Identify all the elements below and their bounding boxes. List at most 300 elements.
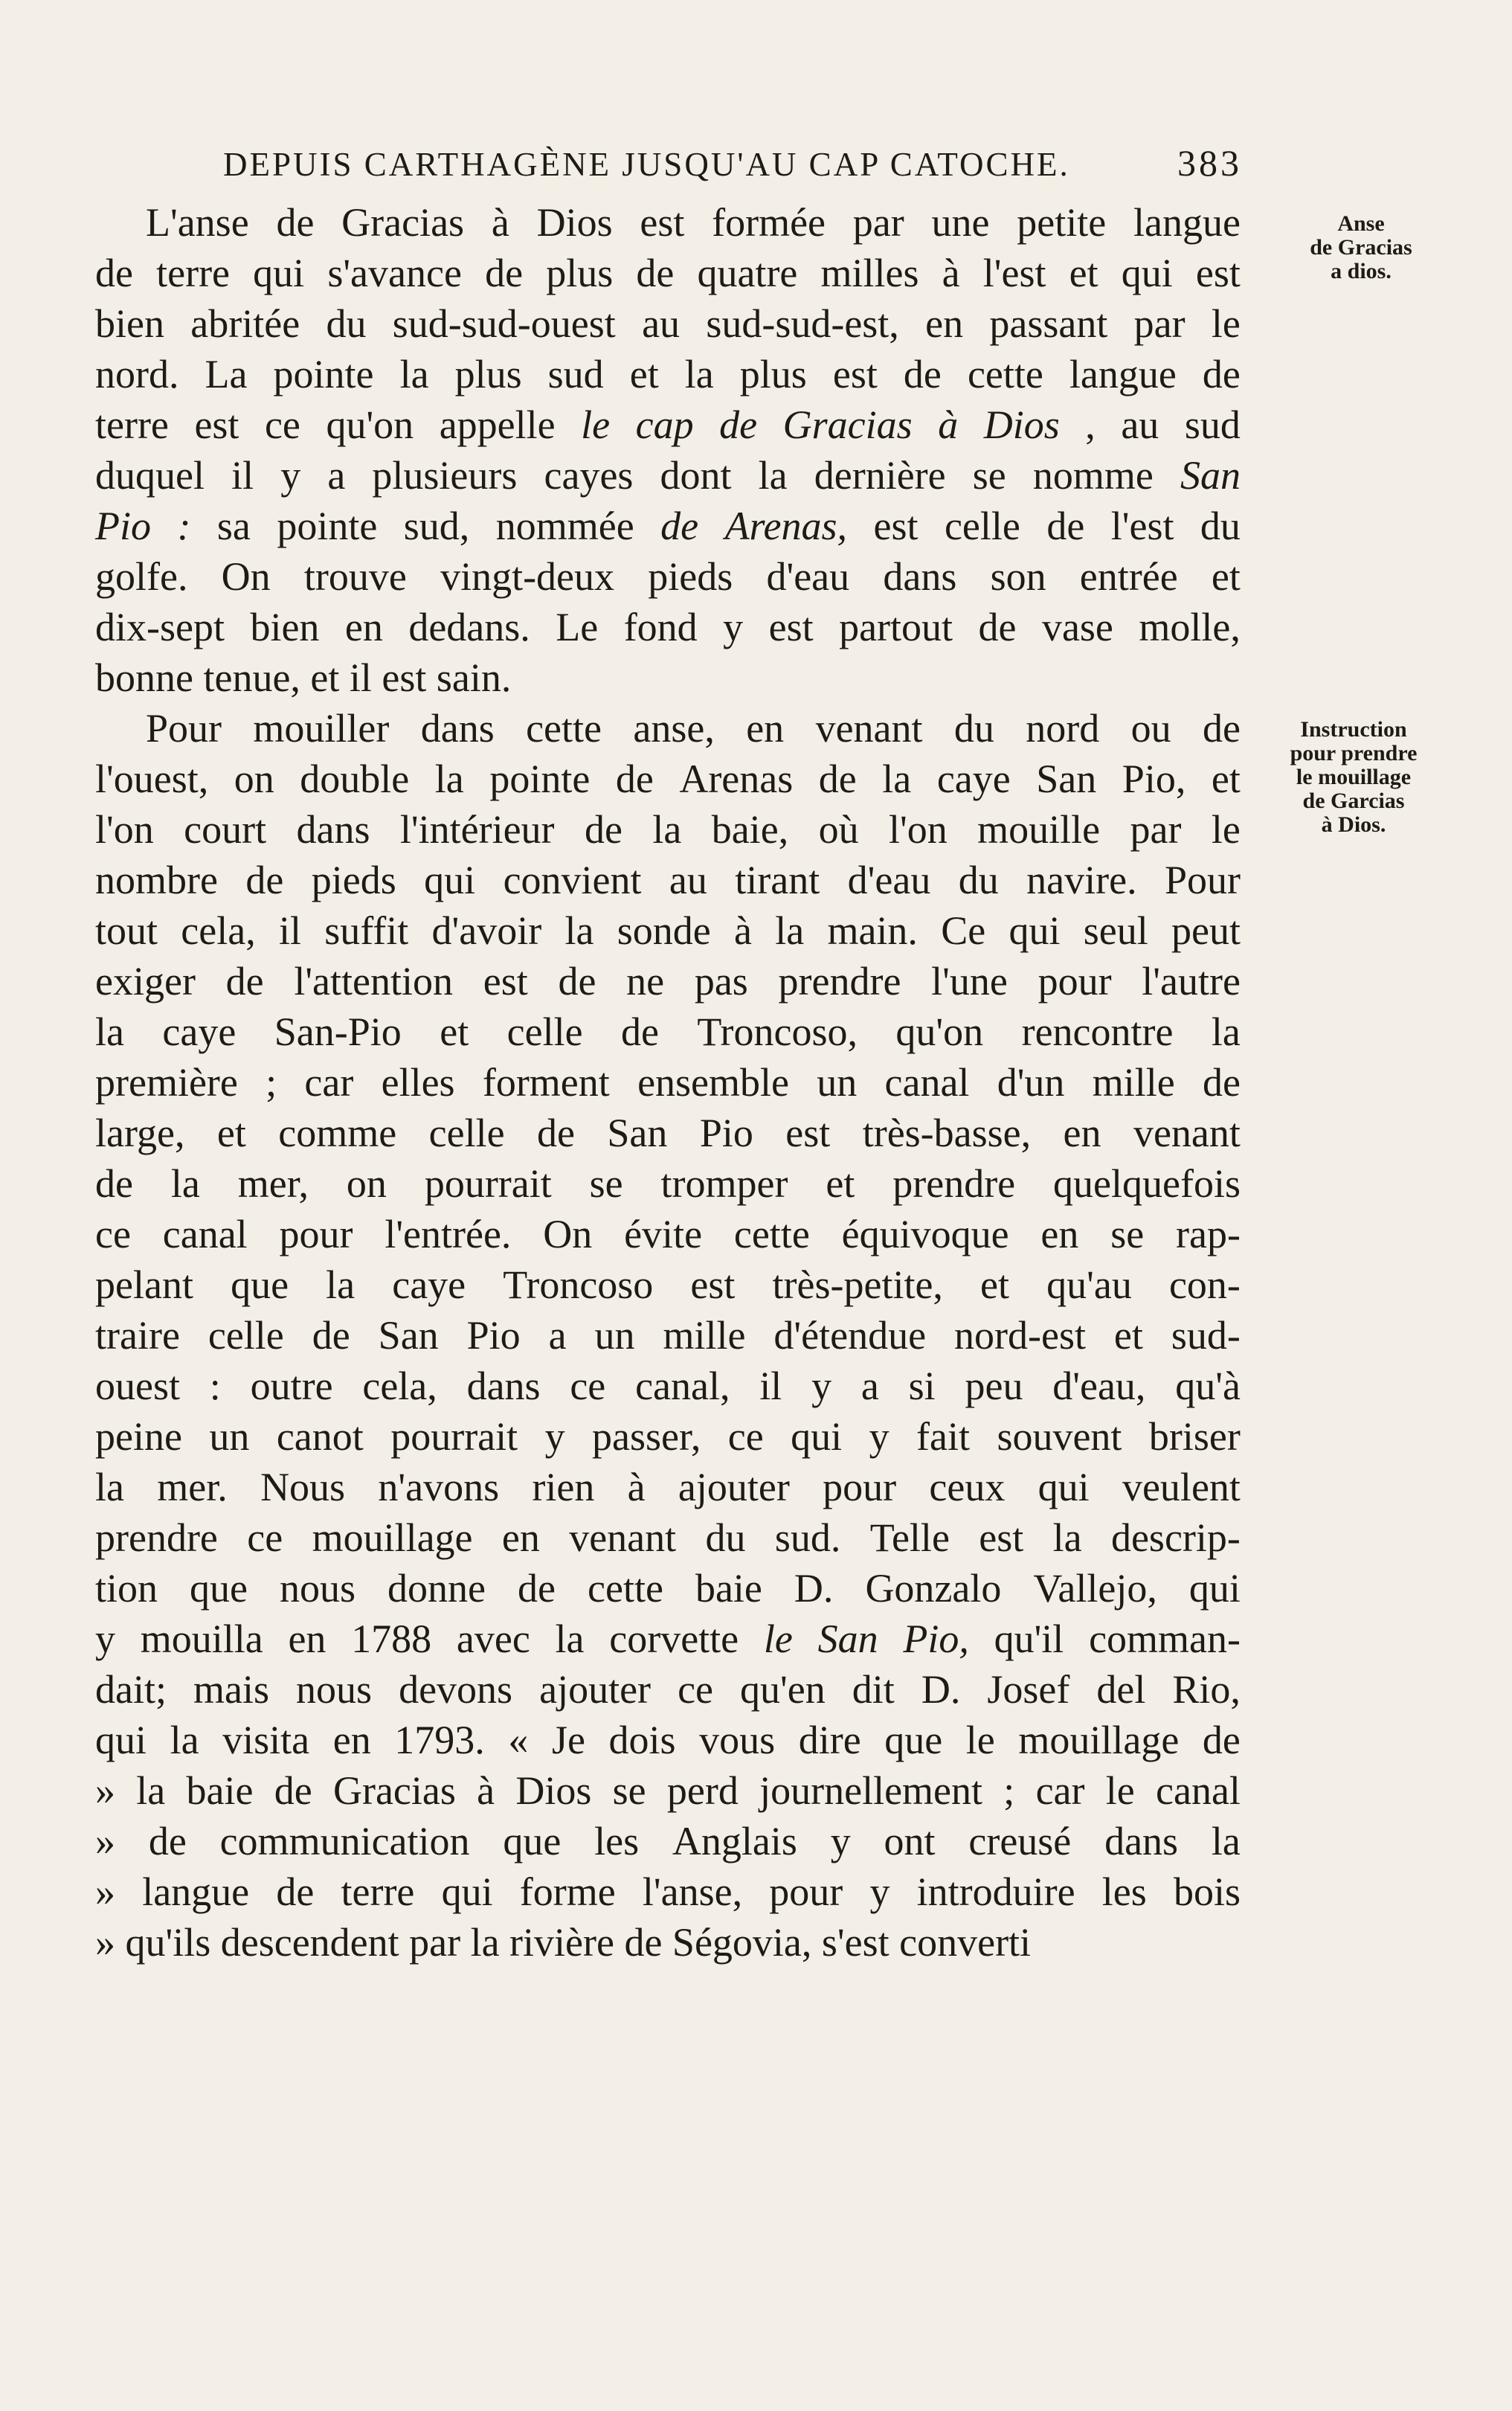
word: un [594,1313,635,1358]
word: La [205,352,248,397]
word: dans [420,706,495,751]
word: Troncoso, [697,1009,858,1054]
word: est [832,352,878,397]
text-line [95,1816,1241,1866]
word: langue [1069,352,1177,397]
word: très-petite, [772,1262,943,1307]
word: sud [1184,402,1241,447]
word: Gonzalo [865,1566,1002,1611]
word: large, [95,1111,185,1155]
word: navire. [1026,858,1137,902]
word: de [485,251,524,295]
word: Nous [260,1465,346,1509]
word: forment [482,1060,610,1105]
word: très-basse, [862,1111,1032,1155]
word: cette [588,1566,663,1611]
word: de [276,1869,315,1914]
word: du [1200,504,1241,548]
word: la [326,1262,356,1307]
text-segment: » qu'ils descendent par la rivière de Ségovia, s'est converti [95,1920,1032,1965]
word: en [344,605,383,649]
word: de [1202,1718,1241,1762]
word: y [544,1414,565,1459]
word: bien [250,605,320,649]
word: ouest [95,1364,180,1408]
text-line [95,1259,1241,1310]
word: fait [916,1414,971,1459]
word: nommée [495,504,634,548]
word: outre [250,1364,333,1408]
word: et [980,1262,1010,1307]
word: Rio, [1172,1667,1241,1712]
word: cette [733,1212,810,1256]
word: Pio [699,1111,753,1155]
word: d'avoir [431,908,542,953]
word: dans [1104,1819,1179,1863]
margin-note-line: Anse [1337,211,1385,236]
word: l'attention [294,959,454,1004]
word: pelant [95,1262,193,1307]
word: abritée [190,301,300,346]
text-segment: bonne tenue, et il est sain. [95,655,512,700]
word: Anglais [672,1819,797,1863]
word: duquel [95,453,205,498]
word: d'un [997,1060,1065,1105]
text-line [95,1310,1241,1361]
text-line [95,1866,1241,1917]
word: la [555,1617,585,1661]
word: la [170,1718,199,1762]
text-line [95,298,1241,349]
word: pourrait [390,1414,518,1459]
word: golfe. [95,554,188,599]
word: ne [626,959,665,1004]
word: anse, [633,706,715,751]
word: pour [769,1869,843,1914]
word: la [1211,1819,1241,1863]
word: » [95,1869,115,1914]
word: on [234,757,274,801]
word: du [705,1515,746,1560]
word: et [826,1161,855,1206]
word: mille [1092,1060,1175,1105]
text-line [95,804,1241,855]
word: baie, [711,807,789,852]
word: à [491,200,509,245]
text-line [95,1007,1241,1057]
word: de [558,959,596,1004]
word: trouve [303,554,407,599]
word: cette [967,352,1043,397]
word: Gracias [332,1768,456,1813]
word: peu [965,1364,1023,1408]
word: est [785,1111,831,1155]
word: ce [95,1212,131,1256]
text-line [95,1361,1241,1411]
word: et [629,352,659,397]
word: appelle [439,402,556,447]
word: que [884,1718,943,1762]
word: la [564,908,594,953]
word: mais [193,1667,270,1712]
word: de [95,1161,133,1206]
word: dans [296,807,370,852]
word: dix-sept [95,605,225,649]
word: ou [1130,706,1171,751]
word: ensemble [637,1060,789,1105]
word: pas [694,959,748,1004]
margin-note-instruction [1257,718,1450,837]
word: canal [1156,1768,1241,1813]
text-line [95,1158,1241,1209]
word: à [627,1465,646,1509]
text-line [95,1057,1241,1108]
word: car [304,1060,354,1105]
text-line [95,905,1241,956]
word: et [216,1111,246,1155]
word: : [209,1364,221,1408]
word: qu'il [994,1617,1064,1661]
word: la [775,908,805,953]
word: et [1211,554,1241,599]
word: nord-est [954,1313,1086,1358]
text-line [95,450,1241,501]
word: quatre [697,251,798,295]
text-line [95,1765,1241,1816]
word: en [746,706,785,751]
text-line [95,956,1241,1007]
word: Je [551,1718,585,1762]
word: l'on [888,807,948,852]
word: est [483,959,528,1004]
word: de [537,1111,575,1155]
word: pour [823,1465,897,1509]
word: partout [839,605,953,649]
word: con- [1168,1262,1241,1307]
word: On [543,1212,593,1256]
word: ajouter [678,1465,790,1509]
word: les [1101,1869,1147,1914]
word: de [274,1768,312,1813]
word: d'eau [766,554,850,599]
word: Pio [95,504,151,548]
word: se [612,1768,646,1813]
word: de [312,1313,350,1358]
word: à [942,251,960,295]
word: » [95,1768,115,1813]
word: l'une [931,959,1008,1004]
word: au [1121,402,1159,447]
word: y [811,1364,832,1408]
word: que [503,1819,562,1863]
word: court [184,807,267,852]
word: del [1096,1667,1146,1712]
word: et [440,1009,469,1054]
page-number: 383 [1177,142,1242,184]
word: Dios [983,402,1060,447]
word: San-Pio [274,1009,402,1054]
word: pointe [489,757,591,801]
word: 1788 [351,1617,432,1661]
word: le [1105,1768,1135,1813]
word: canot [276,1414,364,1459]
word: celle [506,1009,583,1054]
word: de [148,1819,187,1863]
word: nord [1026,706,1100,751]
word: y [869,1869,890,1914]
word: caye [392,1262,466,1307]
word: de [621,1009,659,1054]
text-line [95,754,1241,804]
word: vingt-deux [440,554,615,599]
word: cayes [544,453,634,498]
text-line [95,1563,1241,1614]
word: celle [944,504,1020,548]
word: entrée [1079,554,1178,599]
word: pour [279,1212,353,1256]
word: corvette [609,1617,739,1661]
word: vase [1041,605,1113,649]
word: main. [827,908,918,953]
word: donne [387,1566,486,1611]
word: caye [936,757,1011,801]
word: sud, [403,504,470,548]
word: ce [247,1515,283,1560]
word: de [1202,352,1241,397]
word: où [818,807,859,852]
word: que [190,1566,248,1611]
word: Pio, [1122,757,1186,801]
word: la [434,757,464,801]
word: Dios [515,1768,592,1813]
word: y [280,453,301,498]
word: devons [399,1667,513,1712]
word: l'est [1110,504,1174,548]
word: si [908,1364,936,1408]
word: l'autre [1142,959,1241,1004]
word: de [1202,1060,1241,1105]
word: ce [570,1364,606,1408]
word: est [1195,251,1241,295]
word: l'est [982,251,1046,295]
word: « [508,1718,529,1762]
word: d'étendue [773,1313,927,1358]
word: la [170,1161,200,1206]
word: s'avance [327,251,462,295]
word: fond [623,605,698,649]
word: qu'au [1046,1262,1132,1307]
word: sud- [1171,1313,1241,1358]
word: San [817,1617,878,1661]
word: sud. [774,1515,841,1560]
word: en [332,1718,371,1762]
text-line [95,349,1241,399]
word: Pio [466,1313,521,1358]
word: qui [1008,908,1061,953]
word: ce [727,1414,764,1459]
margin-note-line: le mouillage [1296,765,1412,789]
text-line [95,1917,1241,1968]
margin-note-line: Instruction [1300,717,1407,742]
word: au [669,858,707,902]
word: de [978,605,1017,649]
word: d'eau, [1052,1364,1146,1408]
word: mouille [977,807,1101,852]
word: 1793. [394,1718,485,1762]
word: de [1046,504,1085,548]
margin-note-line: à Dios. [1321,812,1386,837]
word: Pour [146,706,222,751]
word: et [1069,251,1098,295]
word: milles [820,251,919,295]
word: terre [95,402,169,447]
word: le [763,1617,793,1661]
word: Pour [1164,858,1241,902]
word: qui [1188,1566,1241,1611]
word: les [594,1819,640,1863]
word: se [589,1161,623,1206]
word: plus [739,352,807,397]
word: San [1036,757,1097,801]
word: : [177,504,191,548]
word: Dios [536,200,613,245]
text-line [95,1512,1241,1563]
word: Telle [869,1515,950,1560]
word: la [95,1465,124,1509]
word: est [690,1262,736,1307]
word: terre [341,1869,415,1914]
margin-note-line: de Gracias [1310,235,1412,260]
word: formée [712,200,826,245]
word: sud-sud-est, [706,301,899,346]
word: qui [441,1869,493,1914]
word: la [684,352,714,397]
word: prendre [892,1161,1016,1206]
word: canal, [635,1364,730,1408]
word: rencontre [1021,1009,1174,1054]
word: une [931,200,990,245]
word: de [225,959,264,1004]
word: Arenas [679,757,794,801]
word: bois [1173,1869,1241,1914]
word: de [636,251,675,295]
word: dait; [95,1667,167,1712]
word: ont [884,1819,936,1863]
word: avec [456,1617,530,1661]
word: mer. [157,1465,228,1509]
word: seul [1083,908,1148,953]
word: venant [1133,1111,1241,1155]
word: qu'à [1175,1364,1241,1408]
word: L'anse [146,200,249,245]
word: car [1035,1768,1085,1813]
word: à [938,402,959,447]
word: Arenas, [724,504,848,548]
word: dans [466,1364,541,1408]
word: cela, [362,1364,437,1408]
word: sud-sud-ouest [392,301,616,346]
word: venant [569,1515,677,1560]
word: le [1211,807,1241,852]
word: la [1211,1009,1241,1054]
word: qui [424,858,476,902]
word: Gracias [341,200,465,245]
word: le [1211,301,1241,346]
word: d'eau [847,858,931,902]
word: Josef [987,1667,1070,1712]
word: y [723,605,744,649]
word: tirant [735,858,820,902]
word: en [1063,1111,1101,1155]
word: un [817,1060,858,1105]
word: visita [222,1718,310,1762]
word: l'entrée. [385,1212,512,1256]
word: On [221,554,271,599]
text-line [95,1209,1241,1259]
word: convient [503,858,642,902]
word: en [501,1515,540,1560]
word: par [1133,301,1186,346]
running-title: DEPUIS CARTHAGÈNE JUSQU'AU CAP CATOCHE. [223,146,1070,183]
word: de [615,757,654,801]
word: ce [678,1667,714,1712]
word: en [288,1617,326,1661]
margin-note-line: pour prendre [1290,741,1418,765]
word: San [607,1111,668,1155]
text-line [95,501,1241,551]
word: qu'en [740,1667,826,1712]
word: il [231,453,254,498]
word: tout [95,908,158,953]
text-line [95,1614,1241,1664]
word: y [95,1617,115,1661]
word: sud [547,352,604,397]
word: nous [280,1566,356,1611]
word: celle [208,1313,284,1358]
word: ceux [929,1465,1006,1509]
text-line [95,551,1241,602]
word: Gracias [782,402,913,447]
word: Vallejo, [1033,1566,1157,1611]
word: qui [1038,1465,1090,1509]
word: se [972,453,1006,498]
word: Ce [941,908,986,953]
word: le [581,402,611,447]
word: cette [526,706,602,751]
word: caye [162,1009,237,1054]
body-text [95,197,1241,1968]
text-line [95,1715,1241,1765]
word: est [768,605,814,649]
word: sonde [617,908,711,953]
word: pointe [277,504,378,548]
word: prendre [778,959,901,1004]
word: Pio, [903,1617,969,1661]
word: communication [219,1819,470,1863]
word: dit [852,1667,895,1712]
word: le [965,1718,995,1762]
word: la [1052,1515,1082,1560]
word: se [1110,1212,1145,1256]
word: ; [266,1060,277,1105]
word: la [136,1768,166,1813]
word: canal [884,1060,970,1105]
text-line [95,602,1241,652]
word: par [1130,807,1182,852]
word: nombre [95,858,218,902]
word: dont [660,453,732,498]
word: tion [95,1566,158,1611]
